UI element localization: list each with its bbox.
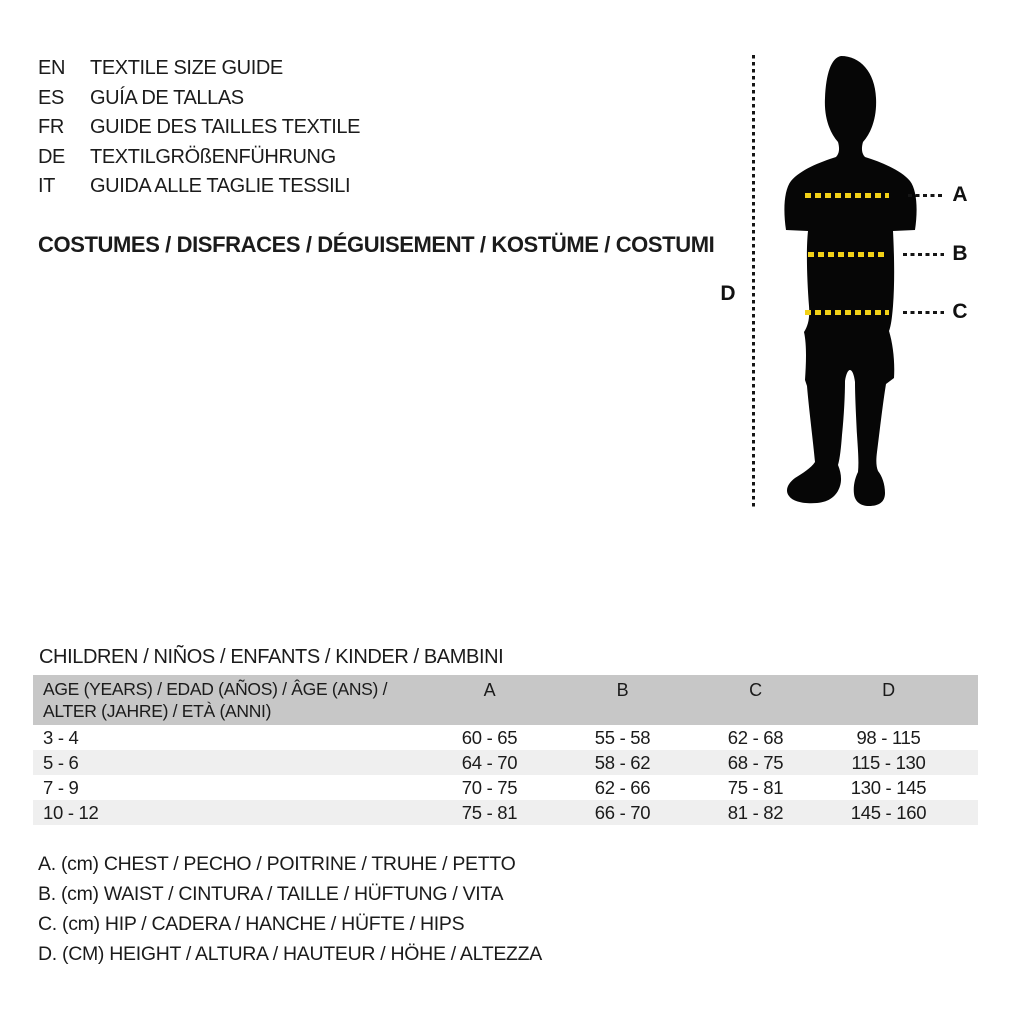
lang-code: EN bbox=[38, 57, 65, 80]
hip-cell: 68 - 75 bbox=[727, 752, 784, 773]
table-row bbox=[33, 725, 978, 750]
height-cell: 130 - 145 bbox=[850, 777, 927, 798]
table-header-row bbox=[33, 675, 978, 725]
marker-label-a: A bbox=[952, 183, 968, 206]
size-table bbox=[33, 675, 978, 825]
column-header-b: B bbox=[616, 680, 629, 700]
height-measure-line bbox=[752, 55, 755, 507]
chest-cell: 64 - 70 bbox=[461, 752, 518, 773]
table-row bbox=[33, 775, 978, 800]
lang-code: IT bbox=[38, 175, 55, 198]
waist-cell: 55 - 58 bbox=[594, 727, 651, 748]
chest-cell: 75 - 81 bbox=[461, 802, 518, 823]
lang-row-fr bbox=[38, 113, 360, 143]
section-title-children: CHILDREN / NIÑOS / ENFANTS / KINDER / BAMBINI bbox=[39, 646, 504, 668]
legend-hip: C. (cm) HIP / CADERA / HANCHE / HÜFTE / HIPS bbox=[38, 912, 465, 935]
waist-cell: 58 - 62 bbox=[594, 752, 651, 773]
waist-cell: 62 - 66 bbox=[594, 777, 651, 798]
age-cell: 7 - 9 bbox=[43, 777, 79, 798]
language-list bbox=[38, 54, 360, 202]
waist-measure-dash bbox=[808, 252, 884, 257]
hip-connector-dots bbox=[903, 311, 944, 314]
lang-label: GUIDA ALLE TAGLIE TESSILI bbox=[90, 175, 351, 198]
table-row bbox=[33, 750, 978, 775]
lang-code: FR bbox=[38, 116, 64, 139]
chest-measure-dash bbox=[805, 193, 889, 198]
lang-row-es bbox=[38, 84, 360, 114]
measurement-legend bbox=[38, 850, 542, 970]
age-header-line2: ALTER (JAHRE) / ETÀ (ANNI) bbox=[43, 700, 272, 721]
column-header-a: A bbox=[483, 680, 496, 700]
measurement-figure bbox=[700, 40, 1000, 520]
age-cell: 3 - 4 bbox=[43, 727, 79, 748]
hip-measure-dash bbox=[805, 310, 889, 315]
marker-label-b: B bbox=[952, 242, 968, 265]
lang-code: DE bbox=[38, 145, 65, 168]
age-header-line1: AGE (YEARS) / EDAD (AÑOS) / ÂGE (ANS) / bbox=[43, 679, 388, 699]
hip-cell: 75 - 81 bbox=[727, 777, 784, 798]
height-cell: 145 - 160 bbox=[850, 802, 927, 823]
chest-cell: 60 - 65 bbox=[461, 727, 518, 748]
lang-row-en bbox=[38, 54, 360, 84]
age-column-header bbox=[33, 675, 423, 725]
table-row bbox=[33, 800, 978, 825]
lang-row-de bbox=[38, 143, 360, 173]
legend-height: D. (CM) HEIGHT / ALTURA / HAUTEUR / HÖHE / ALTEZZA bbox=[38, 942, 542, 965]
lang-row-it bbox=[38, 172, 360, 202]
waist-cell: 66 - 70 bbox=[594, 802, 651, 823]
category-title: COSTUMES / DISFRACES / DÉGUISEMENT / KOSTÜME / COSTUMI bbox=[38, 232, 715, 257]
lang-label: TEXTILGRÖßENFÜHRUNG bbox=[90, 145, 336, 168]
height-cell: 98 - 115 bbox=[856, 727, 921, 748]
lang-code: ES bbox=[38, 86, 64, 109]
lang-label: TEXTILE SIZE GUIDE bbox=[90, 57, 283, 80]
marker-label-c: C bbox=[952, 300, 968, 323]
chest-connector-dots bbox=[908, 194, 944, 197]
column-header-c: C bbox=[749, 680, 762, 700]
legend-chest: A. (cm) CHEST / PECHO / POITRINE / TRUHE / PETTO bbox=[38, 853, 516, 875]
lang-label: GUIDE DES TAILLES TEXTILE bbox=[90, 116, 361, 139]
hip-cell: 81 - 82 bbox=[727, 802, 784, 823]
marker-label-d: D bbox=[720, 282, 736, 305]
chest-cell: 70 - 75 bbox=[461, 777, 518, 798]
hip-cell: 62 - 68 bbox=[727, 727, 784, 748]
child-silhouette-icon bbox=[765, 50, 935, 510]
legend-waist: B. (cm) WAIST / CINTURA / TAILLE / HÜFTUNG / VITA bbox=[38, 882, 504, 905]
age-cell: 5 - 6 bbox=[43, 752, 79, 773]
age-cell: 10 - 12 bbox=[43, 802, 99, 823]
column-header-d: D bbox=[882, 680, 895, 700]
height-cell: 115 - 130 bbox=[851, 752, 926, 773]
waist-connector-dots bbox=[903, 253, 944, 256]
lang-label: GUÍA DE TALLAS bbox=[90, 86, 244, 109]
